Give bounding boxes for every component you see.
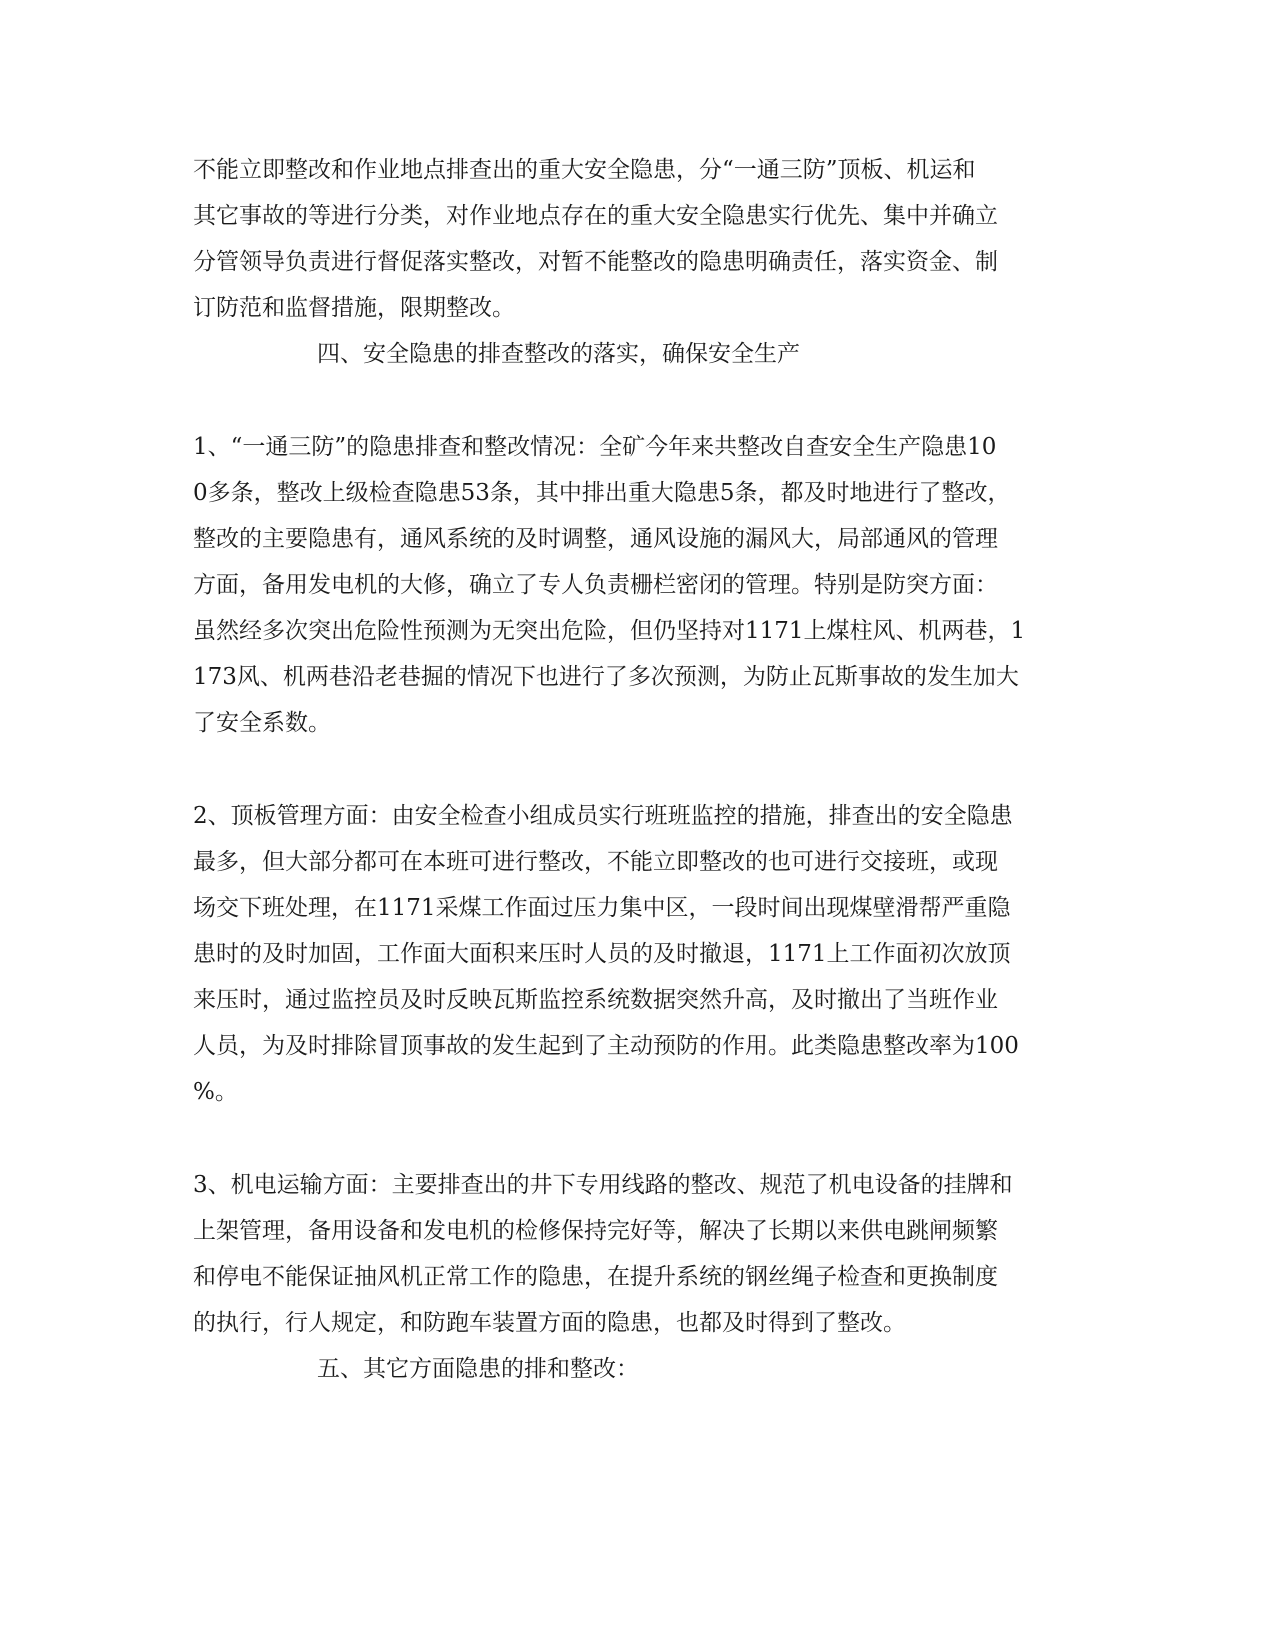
paragraph-line: 患时的及时加固，工作面大面积来压时人员的及时撤退，1171上工作面初次放顶: [193, 941, 1011, 967]
section-heading: 四、安全隐患的排查整改的落实，确保安全生产: [317, 341, 800, 367]
paragraph-line: 整改的主要隐患有，通风系统的及时调整，通风设施的漏风大，局部通风的管理: [193, 526, 998, 552]
paragraph-line: %。: [193, 1079, 238, 1105]
paragraph-line: 人员，为及时排除冒顶事故的发生起到了主动预防的作用。此类隐患整改率为100: [193, 1033, 1019, 1059]
paragraph-line: 了安全系数。: [193, 710, 331, 736]
paragraph-line: 分管领导负责进行督促落实整改，对暂不能整改的隐患明确责任，落实资金、制: [193, 249, 998, 275]
paragraph-line: 和停电不能保证抽风机正常工作的隐患，在提升系统的钢丝绳子检查和更换制度: [193, 1264, 998, 1290]
paragraph-line: 订防范和监督措施，限期整改。: [193, 295, 515, 321]
paragraph-line: 173风、机两巷沿老巷掘的情况下也进行了多次预测，为防止瓦斯事故的发生加大: [193, 664, 1019, 690]
paragraph-line: 2、顶板管理方面：由安全检查小组成员实行班班监控的措施，排查出的安全隐患: [193, 803, 1013, 829]
section-heading: 五、其它方面隐患的排和整改：: [317, 1356, 639, 1382]
paragraph-line: 1、“一通三防”的隐患排查和整改情况：全矿今年来共整改自查安全生产隐患10: [193, 434, 997, 460]
paragraph-line: 场交下班处理，在1171采煤工作面过压力集中区，一段时间出现煤壁滑帮严重隐: [193, 895, 1011, 921]
paragraph-line: 上架管理，备用设备和发电机的检修保持完好等，解决了长期以来供电跳闸频繁: [193, 1218, 998, 1244]
paragraph-line: 其它事故的等进行分类，对作业地点存在的重大安全隐患实行优先、集中并确立: [193, 203, 998, 229]
paragraph-line: 的执行，行人规定，和防跑车装置方面的隐患，也都及时得到了整改。: [193, 1310, 906, 1336]
paragraph-line: 0多条，整改上级检查隐患53条，其中排出重大隐患5条，都及时地进行了整改，: [193, 480, 1011, 506]
paragraph-line: 来压时，通过监控员及时反映瓦斯监控系统数据突然升高，及时撤出了当班作业: [193, 987, 998, 1013]
paragraph-line: 最多，但大部分都可在本班可进行整改，不能立即整改的也可进行交接班，或现: [193, 849, 998, 875]
paragraph-line: 3、机电运输方面：主要排查出的井下专用线路的整改、规范了机电设备的挂牌和: [193, 1172, 1013, 1198]
paragraph-line: 不能立即整改和作业地点排查出的重大安全隐患，分“一通三防”顶板、机运和: [193, 157, 976, 183]
paragraph-line: 方面，备用发电机的大修，确立了专人负责栅栏密闭的管理。特别是防突方面：: [193, 572, 998, 598]
paragraph-line: 虽然经多次突出危险性预测为无突出危险，但仍坚持对1171上煤柱风、机两巷，1: [193, 618, 1026, 644]
